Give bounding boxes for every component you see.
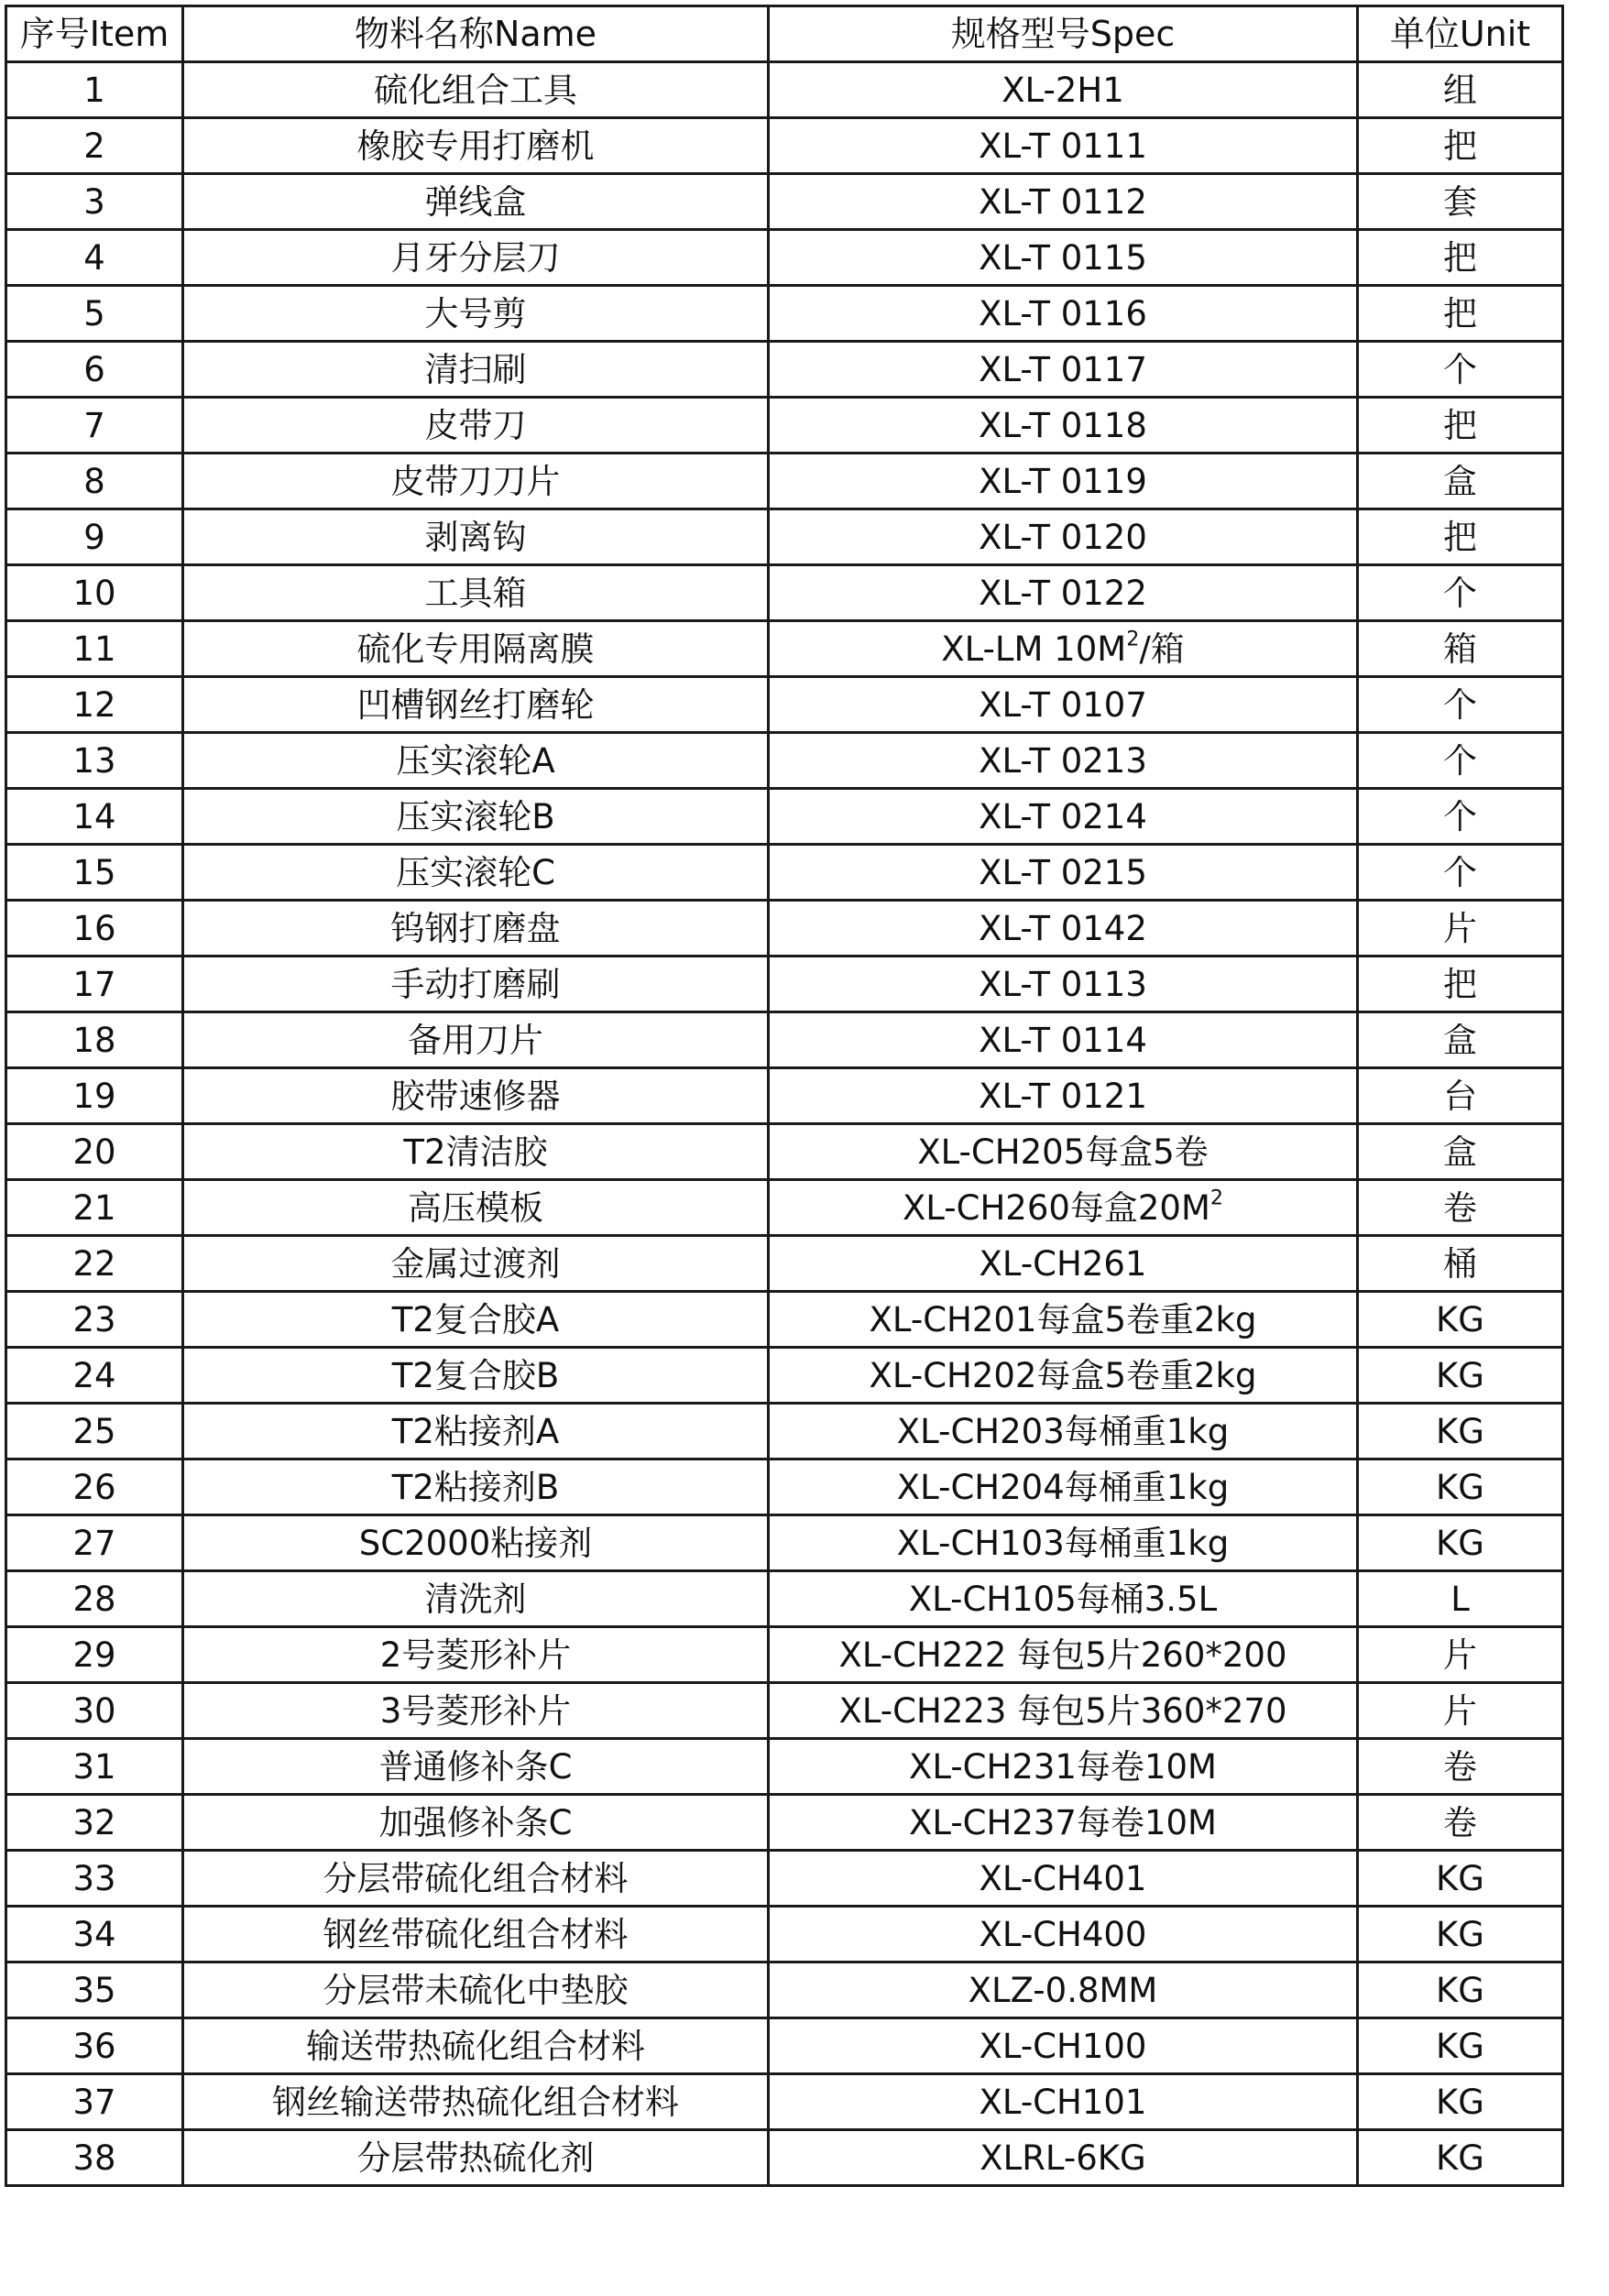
spec-cell	[769, 1963, 1358, 2018]
header-name: 物料名称Name	[183, 6, 769, 62]
unit-cell: 台	[1358, 1068, 1563, 1124]
spec-cell	[769, 1460, 1358, 1515]
table-row	[6, 342, 1563, 398]
spec-cell	[769, 398, 1358, 454]
spec-text: XL-T 0113	[979, 964, 1147, 1004]
item-number-cell: 20	[6, 1124, 183, 1180]
unit-cell: 把	[1358, 118, 1563, 174]
table-body	[6, 62, 1563, 2186]
material-name-cell: 备用刀片	[183, 1012, 769, 1068]
spec-text: XL-CH103每桶重1kg	[896, 1523, 1230, 1563]
unit-cell: 桶	[1358, 1236, 1563, 1292]
material-name-cell: T2清洁胶	[183, 1124, 769, 1180]
spec-text: XL-CH204每桶重1kg	[896, 1467, 1230, 1507]
material-name-cell: 加强修补条C	[183, 1795, 769, 1851]
material-name-cell: 分层带热硫化剂	[183, 2130, 769, 2186]
material-name-cell: 分层带未硫化中垫胶	[183, 1963, 769, 2018]
material-name-cell: 皮带刀刀片	[183, 454, 769, 509]
table-row	[6, 1515, 1563, 1571]
spec-text: XL-CH205每盒5卷	[917, 1132, 1209, 1172]
header-row	[6, 6, 1563, 62]
spec-text: XL-T 0119	[979, 461, 1147, 501]
spec-cell	[769, 286, 1358, 342]
table-row	[6, 957, 1563, 1012]
spec-cell	[769, 845, 1358, 901]
table-row	[6, 1124, 1563, 1180]
spec-text: XL-CH401	[979, 1858, 1147, 1898]
material-name-cell: 普通修补条C	[183, 1739, 769, 1795]
item-number-cell: 21	[6, 1180, 183, 1236]
spec-cell	[769, 789, 1358, 845]
spec-text: XL-CH222 每包5片260*200	[838, 1635, 1287, 1675]
material-name-cell: 压实滚轮A	[183, 733, 769, 789]
table-row	[6, 118, 1563, 174]
header-spec: 规格型号Spec	[769, 6, 1358, 62]
material-name-cell: 压实滚轮B	[183, 789, 769, 845]
spec-suffix: /箱	[1139, 629, 1185, 669]
item-number-cell: 12	[6, 677, 183, 733]
material-name-cell: T2粘接剂A	[183, 1404, 769, 1460]
spec-cell	[769, 2130, 1358, 2186]
material-name-cell: T2复合胶B	[183, 1348, 769, 1404]
spec-cell	[769, 1851, 1358, 1907]
spec-text: XL-CH202每盒5卷重2kg	[869, 1355, 1257, 1395]
item-number-cell: 17	[6, 957, 183, 1012]
table-row	[6, 1795, 1563, 1851]
spec-cell	[769, 1236, 1358, 1292]
spec-superscript: 2	[1209, 1185, 1224, 1209]
unit-cell: 盒	[1358, 1012, 1563, 1068]
spec-cell	[769, 454, 1358, 509]
item-number-cell: 8	[6, 454, 183, 509]
table-row	[6, 1739, 1563, 1795]
item-number-cell: 9	[6, 509, 183, 565]
unit-cell: KG	[1358, 1348, 1563, 1404]
table-row	[6, 2074, 1563, 2130]
unit-cell: KG	[1358, 1907, 1563, 1963]
table-row	[6, 1963, 1563, 2018]
unit-cell: KG	[1358, 2130, 1563, 2186]
spec-text: XL-T 0122	[979, 573, 1147, 613]
item-number-cell: 37	[6, 2074, 183, 2130]
item-number-cell: 35	[6, 1963, 183, 2018]
spec-text: XL-T 0115	[979, 237, 1147, 278]
item-number-cell: 19	[6, 1068, 183, 1124]
unit-cell: 把	[1358, 230, 1563, 286]
table-row	[6, 1571, 1563, 1627]
material-name-cell: 清洗剂	[183, 1571, 769, 1627]
unit-cell: 片	[1358, 1627, 1563, 1683]
material-name-cell: 钢丝输送带热硫化组合材料	[183, 2074, 769, 2130]
material-name-cell: 皮带刀	[183, 398, 769, 454]
spec-text: XL-CH203每桶重1kg	[896, 1411, 1230, 1451]
material-name-cell: 钢丝带硫化组合材料	[183, 1907, 769, 1963]
spec-text: XL-CH100	[979, 2026, 1147, 2066]
spec-cell	[769, 1404, 1358, 1460]
unit-cell: 把	[1358, 398, 1563, 454]
item-number-cell: 29	[6, 1627, 183, 1683]
unit-cell: 个	[1358, 677, 1563, 733]
item-number-cell: 11	[6, 621, 183, 677]
spec-cell	[769, 2074, 1358, 2130]
spec-cell	[769, 1683, 1358, 1739]
table-row	[6, 286, 1563, 342]
material-name-cell: 硫化专用隔离膜	[183, 621, 769, 677]
spec-text: XL-CH223 每包5片360*270	[838, 1690, 1287, 1731]
spec-text: XL-CH400	[979, 1914, 1147, 1954]
spec-cell	[769, 118, 1358, 174]
item-number-cell: 36	[6, 2018, 183, 2074]
unit-cell: 把	[1358, 509, 1563, 565]
item-number-cell: 34	[6, 1907, 183, 1963]
spec-cell	[769, 1795, 1358, 1851]
unit-cell: 把	[1358, 957, 1563, 1012]
unit-cell: L	[1358, 1571, 1563, 1627]
material-name-cell: SC2000粘接剂	[183, 1515, 769, 1571]
material-name-cell: 压实滚轮C	[183, 845, 769, 901]
unit-cell: KG	[1358, 1851, 1563, 1907]
unit-cell: 片	[1358, 1683, 1563, 1739]
material-name-cell: 输送带热硫化组合材料	[183, 2018, 769, 2074]
spec-cell	[769, 509, 1358, 565]
spec-cell	[769, 1292, 1358, 1348]
header-unit: 单位Unit	[1358, 6, 1563, 62]
spec-text: XL-T 0121	[979, 1076, 1147, 1116]
table-row	[6, 677, 1563, 733]
spec-cell	[769, 1907, 1358, 1963]
spec-text: XLZ-0.8MM	[968, 1970, 1158, 2010]
spec-cell	[769, 174, 1358, 230]
material-name-cell: 分层带硫化组合材料	[183, 1851, 769, 1907]
unit-cell: 箱	[1358, 621, 1563, 677]
table-row	[6, 509, 1563, 565]
spec-cell	[769, 230, 1358, 286]
unit-cell: 片	[1358, 901, 1563, 957]
spec-cell	[769, 565, 1358, 621]
spec-text: XL-CH231每卷10M	[909, 1746, 1217, 1787]
item-number-cell: 32	[6, 1795, 183, 1851]
unit-cell: 个	[1358, 789, 1563, 845]
spec-text: XL-T 0112	[979, 181, 1147, 222]
material-name-cell: 3号菱形补片	[183, 1683, 769, 1739]
spec-cell	[769, 901, 1358, 957]
item-number-cell: 18	[6, 1012, 183, 1068]
spec-cell	[769, 677, 1358, 733]
spec-cell	[769, 1348, 1358, 1404]
table-row	[6, 2130, 1563, 2186]
spec-cell	[769, 1124, 1358, 1180]
item-number-cell: 15	[6, 845, 183, 901]
spec-cell	[769, 957, 1358, 1012]
table-row	[6, 733, 1563, 789]
unit-cell: 卷	[1358, 1739, 1563, 1795]
table-row	[6, 454, 1563, 509]
table-row	[6, 1236, 1563, 1292]
item-number-cell: 3	[6, 174, 183, 230]
item-number-cell: 10	[6, 565, 183, 621]
spec-cell	[769, 1068, 1358, 1124]
item-number-cell: 2	[6, 118, 183, 174]
item-number-cell: 7	[6, 398, 183, 454]
unit-cell: KG	[1358, 1292, 1563, 1348]
header-item: 序号Item	[6, 6, 183, 62]
spec-text: XL-CH237每卷10M	[909, 1802, 1217, 1842]
spec-cell	[769, 2018, 1358, 2074]
unit-cell: KG	[1358, 2018, 1563, 2074]
table-row	[6, 174, 1563, 230]
spec-cell	[769, 342, 1358, 398]
table-row	[6, 1068, 1563, 1124]
table-row	[6, 398, 1563, 454]
material-name-cell: T2粘接剂B	[183, 1460, 769, 1515]
table-row	[6, 1348, 1563, 1404]
table-row	[6, 1851, 1563, 1907]
unit-cell: 把	[1358, 286, 1563, 342]
material-name-cell: 凹槽钢丝打磨轮	[183, 677, 769, 733]
unit-cell: 个	[1358, 565, 1563, 621]
table-row	[6, 2018, 1563, 2074]
material-name-cell: 清扫刷	[183, 342, 769, 398]
spec-cell	[769, 1571, 1358, 1627]
table-row	[6, 1180, 1563, 1236]
spec-text: XL-T 0142	[979, 908, 1147, 948]
item-number-cell: 13	[6, 733, 183, 789]
material-name-cell: 手动打磨刷	[183, 957, 769, 1012]
unit-cell: 卷	[1358, 1180, 1563, 1236]
spec-text: XL-CH260每盒20M	[902, 1187, 1210, 1228]
item-number-cell: 24	[6, 1348, 183, 1404]
item-number-cell: 4	[6, 230, 183, 286]
table-row	[6, 230, 1563, 286]
spec-text: XL-LM 10M	[941, 629, 1127, 669]
spec-text: XL-T 0120	[979, 517, 1147, 557]
unit-cell: 盒	[1358, 454, 1563, 509]
item-number-cell: 38	[6, 2130, 183, 2186]
spec-text: XL-T 0114	[979, 1020, 1147, 1060]
spec-text: XL-T 0213	[979, 740, 1147, 781]
item-number-cell: 27	[6, 1515, 183, 1571]
unit-cell: 组	[1358, 62, 1563, 118]
table-row	[6, 565, 1563, 621]
spec-cell	[769, 1515, 1358, 1571]
spec-text: XL-CH261	[979, 1243, 1147, 1284]
item-number-cell: 5	[6, 286, 183, 342]
item-number-cell: 25	[6, 1404, 183, 1460]
unit-cell: 盒	[1358, 1124, 1563, 1180]
unit-cell: 卷	[1358, 1795, 1563, 1851]
unit-cell: KG	[1358, 1460, 1563, 1515]
table-row	[6, 845, 1563, 901]
item-number-cell: 23	[6, 1292, 183, 1348]
item-number-cell: 33	[6, 1851, 183, 1907]
item-number-cell: 31	[6, 1739, 183, 1795]
table-row	[6, 1627, 1563, 1683]
spec-text: XL-CH105每桶3.5L	[908, 1579, 1218, 1619]
spec-text: XL-T 0214	[979, 796, 1147, 836]
material-name-cell: 剥离钩	[183, 509, 769, 565]
unit-cell: 个	[1358, 342, 1563, 398]
unit-cell: KG	[1358, 1963, 1563, 2018]
spec-cell	[769, 1739, 1358, 1795]
spec-text: XL-T 0107	[979, 684, 1147, 725]
spec-text: XL-T 0118	[979, 405, 1147, 445]
table-row	[6, 621, 1563, 677]
unit-cell: 个	[1358, 845, 1563, 901]
material-name-cell: T2复合胶A	[183, 1292, 769, 1348]
unit-cell: KG	[1358, 1404, 1563, 1460]
spec-text: XL-T 0111	[979, 126, 1147, 166]
material-name-cell: 工具箱	[183, 565, 769, 621]
table-row	[6, 1404, 1563, 1460]
unit-cell: KG	[1358, 1515, 1563, 1571]
table-row	[6, 901, 1563, 957]
item-number-cell: 1	[6, 62, 183, 118]
spec-text: XL-T 0215	[979, 852, 1147, 892]
spec-cell	[769, 1627, 1358, 1683]
material-name-cell: 弹线盒	[183, 174, 769, 230]
table-row	[6, 789, 1563, 845]
table-row	[6, 62, 1563, 118]
table-row	[6, 1460, 1563, 1515]
material-name-cell: 月牙分层刀	[183, 230, 769, 286]
item-number-cell: 14	[6, 789, 183, 845]
spec-text: XL-CH101	[979, 2082, 1147, 2122]
item-number-cell: 30	[6, 1683, 183, 1739]
item-number-cell: 6	[6, 342, 183, 398]
material-name-cell: 大号剪	[183, 286, 769, 342]
spec-cell	[769, 1012, 1358, 1068]
material-name-cell: 胶带速修器	[183, 1068, 769, 1124]
spec-text: XL-2H1	[1002, 70, 1124, 110]
unit-cell: 个	[1358, 733, 1563, 789]
table-row	[6, 1907, 1563, 1963]
item-number-cell: 28	[6, 1571, 183, 1627]
material-name-cell: 钨钢打磨盘	[183, 901, 769, 957]
table-row	[6, 1012, 1563, 1068]
spec-text: XL-CH201每盒5卷重2kg	[869, 1299, 1257, 1339]
table-row	[6, 1292, 1563, 1348]
spec-cell	[769, 733, 1358, 789]
material-name-cell: 硫化组合工具	[183, 62, 769, 118]
unit-cell: KG	[1358, 2074, 1563, 2130]
spec-cell	[769, 1180, 1358, 1236]
item-number-cell: 16	[6, 901, 183, 957]
material-name-cell: 橡胶专用打磨机	[183, 118, 769, 174]
materials-table	[5, 5, 1564, 2187]
table-row	[6, 1683, 1563, 1739]
item-number-cell: 22	[6, 1236, 183, 1292]
spec-text: XL-T 0116	[979, 293, 1147, 333]
material-name-cell: 高压模板	[183, 1180, 769, 1236]
spec-cell	[769, 62, 1358, 118]
unit-cell: 套	[1358, 174, 1563, 230]
spec-text: XLRL-6KG	[980, 2137, 1146, 2178]
spec-cell	[769, 621, 1358, 677]
material-name-cell: 2号菱形补片	[183, 1627, 769, 1683]
item-number-cell: 26	[6, 1460, 183, 1515]
spec-text: XL-T 0117	[979, 349, 1147, 389]
spec-superscript: 2	[1126, 626, 1140, 651]
material-name-cell: 金属过渡剂	[183, 1236, 769, 1292]
